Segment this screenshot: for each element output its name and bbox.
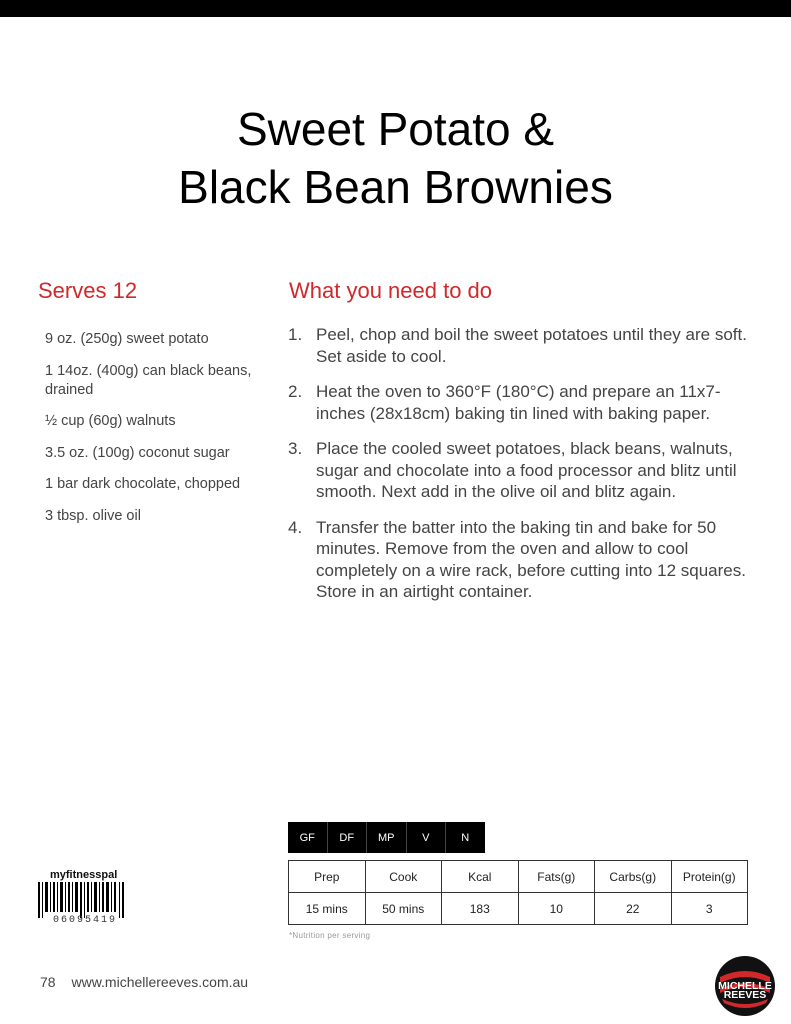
recipe-title-line2: Black Bean Brownies <box>178 161 613 213</box>
barcode-icon[interactable] <box>38 882 128 918</box>
recipe-title-line1: Sweet Potato & <box>236 103 555 155</box>
step-text: Peel, chop and boil the sweet potatoes until they are soft. Set aside to cool. <box>316 325 747 366</box>
method-steps <box>288 324 758 617</box>
logo-text-line2: REEVES <box>723 989 767 1001</box>
value-cell: 15 mins <box>289 893 366 925</box>
page-number: 78 <box>40 974 56 990</box>
top-bar <box>0 0 791 17</box>
ingredient-item: 1 14oz. (400g) can black beans, drained <box>45 362 252 398</box>
value-cell: 10 <box>518 893 595 925</box>
page-footer <box>40 974 248 990</box>
step-text: Transfer the batter into the baking tin and bake for 50 minutes. Remove from the oven and allow to cool completely on a wire rack, before cutting into 12 squares. Store in an airtight container. <box>316 517 746 601</box>
logo-text-line1: MICHELLE <box>718 980 772 992</box>
step-text: Heat the oven to 360°F (180°C) and prepare an 11x7-inches (28x18cm) baking tin lined with baking paper. <box>316 382 721 423</box>
method-step <box>288 517 758 603</box>
nutrition-header-row <box>289 861 748 893</box>
header-cell: Cook <box>365 861 442 893</box>
value-cell: 3 <box>671 893 748 925</box>
step-number: 1. <box>288 325 303 344</box>
nutrition-value-row <box>289 893 748 925</box>
method-heading: What you need to do <box>289 278 493 303</box>
method-step <box>288 381 758 424</box>
value-cell: 22 <box>595 893 672 925</box>
tag-dairy-free: DF <box>328 822 368 853</box>
header-cell: Carbs(g) <box>595 861 672 893</box>
step-number: 2. <box>288 382 303 401</box>
header-cell: Kcal <box>442 861 519 893</box>
nutrition-table <box>288 860 748 925</box>
website-link[interactable]: www.michellereeves.com.au <box>71 974 249 990</box>
tag-meal-prep: MP <box>367 822 407 853</box>
diet-tags <box>288 822 485 853</box>
nutrition-note: *Nutrition per serving <box>289 931 371 940</box>
ingredient-item: 1 bar dark chocolate, chopped <box>45 476 241 492</box>
tag-gluten-free: GF <box>288 822 328 853</box>
header-cell: Prep <box>289 861 366 893</box>
step-number: 4. <box>288 517 303 537</box>
michelle-reeves-logo-icon <box>714 955 776 1017</box>
ingredient-item: 3.5 oz. (100g) coconut sugar <box>45 444 230 461</box>
tag-nuts: N <box>461 831 470 844</box>
step-number: 3. <box>288 439 303 458</box>
ingredient-item: 3 tbsp. olive oil <box>45 507 141 524</box>
recipe-title <box>0 100 791 216</box>
myfitnesspal-label: myfitnesspal <box>50 869 118 881</box>
ingredient-item: 9 oz. (250g) sweet potato <box>45 331 209 347</box>
header-cell: Protein(g) <box>671 861 748 893</box>
method-step <box>288 438 758 503</box>
step-text: Place the cooled sweet potatoes, black beans, walnuts, sugar and chocolate into a food processor and blitz until smooth. Next add in the olive oil and blitz again. <box>316 439 737 501</box>
serves-heading: Serves 12 <box>38 278 138 303</box>
header-cell: Fats(g) <box>518 861 595 893</box>
method-step <box>288 324 758 367</box>
ingredient-list <box>45 330 260 538</box>
ingredient-item: ½ cup (60g) walnuts <box>45 413 176 429</box>
value-cell: 183 <box>442 893 519 925</box>
barcode-number: 06095419 <box>53 915 118 926</box>
value-cell: 50 mins <box>365 893 442 925</box>
tag-vegetarian: V <box>407 822 447 853</box>
